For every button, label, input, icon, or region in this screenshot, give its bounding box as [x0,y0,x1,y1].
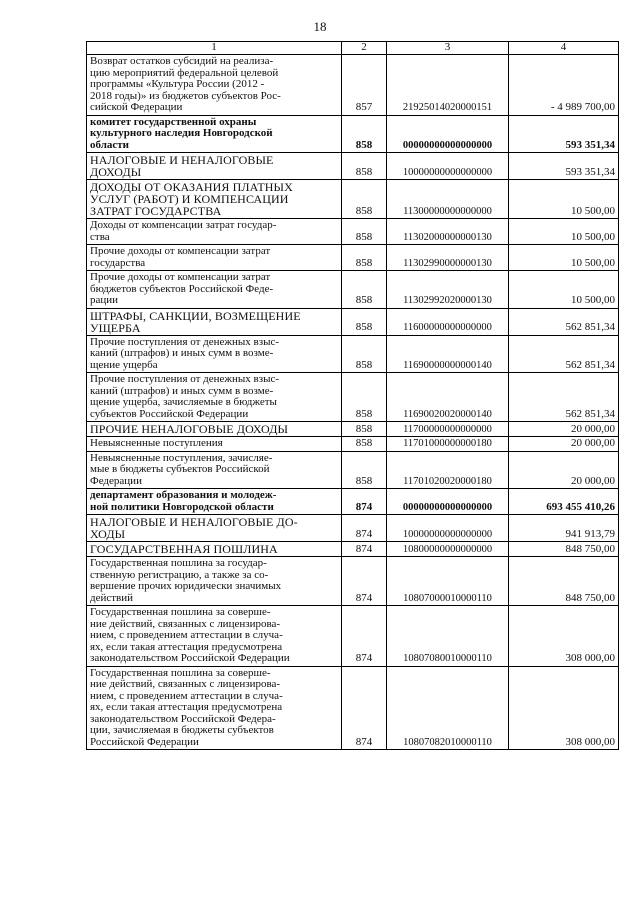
row-name: ГОСУДАРСТВЕННАЯ ПОШЛИНА [87,542,342,557]
row-admin-code: 858 [342,219,387,245]
row-amount: 10 500,00 [509,271,619,309]
row-amount: 10 500,00 [509,245,619,271]
row-admin-code: 858 [342,451,387,489]
row-admin-code: 874 [342,515,387,542]
row-name: комитет государственной охраны культурного наследия Новгородской области [87,115,342,153]
table-row [87,606,619,667]
column-number-4: 4 [509,42,619,55]
table-row [87,542,619,557]
table-row [87,335,619,373]
row-amount: 562 851,34 [509,308,619,335]
table-row [87,308,619,335]
row-amount: 593 351,34 [509,115,619,153]
table-row [87,666,619,750]
row-amount: 941 913,79 [509,515,619,542]
row-name: НАЛОГОВЫЕ И НЕНАЛОГОВЫЕ ДО- ХОДЫ [87,515,342,542]
row-budget-code: 21925014020000151 [387,55,509,116]
row-budget-code: 11302000000000130 [387,219,509,245]
row-name: ДОХОДЫ ОТ ОКАЗАНИЯ ПЛАТНЫХ УСЛУГ (РАБОТ) И КОМПЕНСАЦИИ ЗАТРАТ ГОСУДАРСТВА [87,180,342,219]
row-admin-code: 858 [342,308,387,335]
row-budget-code: 10800000000000000 [387,542,509,557]
row-amount: 848 750,00 [509,542,619,557]
table-row [87,422,619,437]
row-budget-code: 11600000000000000 [387,308,509,335]
row-admin-code: 857 [342,55,387,116]
row-budget-code: 00000000000000000 [387,115,509,153]
row-admin-code: 858 [342,180,387,219]
row-budget-code: 00000000000000000 [387,489,509,515]
row-budget-code: 11300000000000000 [387,180,509,219]
row-amount: 20 000,00 [509,422,619,437]
row-admin-code: 874 [342,557,387,606]
table-row [87,489,619,515]
page-number: 18 [313,19,327,34]
row-name: Прочие доходы от компенсации затрат бюджетов субъектов Российской Феде- рации [87,271,342,309]
row-budget-code: 11302992020000130 [387,271,509,309]
row-amount: 20 000,00 [509,437,619,452]
table-row [87,271,619,309]
row-budget-code: 11701020020000180 [387,451,509,489]
column-number-1: 1 [87,42,342,55]
row-admin-code: 858 [342,245,387,271]
column-number-3: 3 [387,42,509,55]
row-name: департамент образования и молодеж- ной политики Новгородской области [87,489,342,515]
row-budget-code: 11701000000000180 [387,437,509,452]
table-row [87,437,619,452]
table-row [87,451,619,489]
row-name: Государственная пошлина за соверше- ние действий, связанных с лицензирова- нием, с проведением аттестации в случа- ях, если такая аттестация предусмотрена законодательством Российской Федерации [87,606,342,667]
row-name: Возврат остатков субсидий на реализа- цию мероприятий федеральной целевой программы «Культура России (2012 - 2018 годы)» из бюджетов субъектов Рос- сийской Федерации [87,55,342,116]
row-budget-code: 11302990000000130 [387,245,509,271]
row-admin-code: 858 [342,335,387,373]
row-budget-code: 11690020020000140 [387,373,509,422]
row-amount: 308 000,00 [509,606,619,667]
table-row [87,153,619,180]
row-name: ШТРАФЫ, САНКЦИИ, ВОЗМЕЩЕНИЕ УЩЕРБА [87,308,342,335]
row-admin-code: 858 [342,437,387,452]
row-amount: 10 500,00 [509,219,619,245]
row-budget-code: 10807000010000110 [387,557,509,606]
row-name: Невыясненные поступления [87,437,342,452]
column-number-row [87,42,619,55]
row-admin-code: 858 [342,373,387,422]
row-amount: 562 851,34 [509,335,619,373]
row-name: Доходы от компенсации затрат государ- ства [87,219,342,245]
row-amount: 848 750,00 [509,557,619,606]
row-budget-code: 10000000000000000 [387,153,509,180]
row-budget-code: 10807082010000110 [387,666,509,750]
table-row [87,245,619,271]
row-budget-code: 10000000000000000 [387,515,509,542]
table-row [87,373,619,422]
row-name: ПРОЧИЕ НЕНАЛОГОВЫЕ ДОХОДЫ [87,422,342,437]
column-number-2: 2 [342,42,387,55]
row-admin-code: 858 [342,153,387,180]
row-name: Государственная пошлина за государ- ственную регистрацию, а также за со- вершение прочих юридически значимых действий [87,557,342,606]
table-row [87,557,619,606]
row-amount: 693 455 410,26 [509,489,619,515]
row-budget-code: 11700000000000000 [387,422,509,437]
row-name: НАЛОГОВЫЕ И НЕНАЛОГОВЫЕ ДОХОДЫ [87,153,342,180]
row-amount: 308 000,00 [509,666,619,750]
row-amount: 10 500,00 [509,180,619,219]
row-name: Прочие поступления от денежных взыс- каний (штрафов) и иных сумм в возме- щение ущерба, зачисляемые в бюджеты субъектов Российской Федерации [87,373,342,422]
row-name: Прочие доходы от компенсации затрат государства [87,245,342,271]
row-admin-code: 858 [342,422,387,437]
row-admin-code: 858 [342,115,387,153]
row-budget-code: 11690000000000140 [387,335,509,373]
revenue-table [86,41,619,750]
row-admin-code: 858 [342,271,387,309]
revenue-table-body [87,42,619,750]
row-admin-code: 874 [342,542,387,557]
table-row [87,115,619,153]
row-admin-code: 874 [342,666,387,750]
row-admin-code: 874 [342,606,387,667]
row-amount: - 4 989 700,00 [509,55,619,116]
table-row [87,55,619,116]
row-amount: 20 000,00 [509,451,619,489]
table-row [87,180,619,219]
row-name: Государственная пошлина за соверше- ние действий, связанных с лицензирова- нием, с проведением аттестации в случа- ях, если такая аттестация предусмотрена законодательством Российской Федера- ции, зачисляемая в бюджеты субъектов Российской Федерации [87,666,342,750]
row-name: Прочие поступления от денежных взыс- каний (штрафов) и иных сумм в возме- щение ущерба [87,335,342,373]
row-admin-code: 874 [342,489,387,515]
row-budget-code: 10807080010000110 [387,606,509,667]
table-row [87,219,619,245]
row-amount: 593 351,34 [509,153,619,180]
row-amount: 562 851,34 [509,373,619,422]
row-name: Невыясненные поступления, зачисляе- мые в бюджеты субъектов Российской Федерации [87,451,342,489]
table-row [87,515,619,542]
